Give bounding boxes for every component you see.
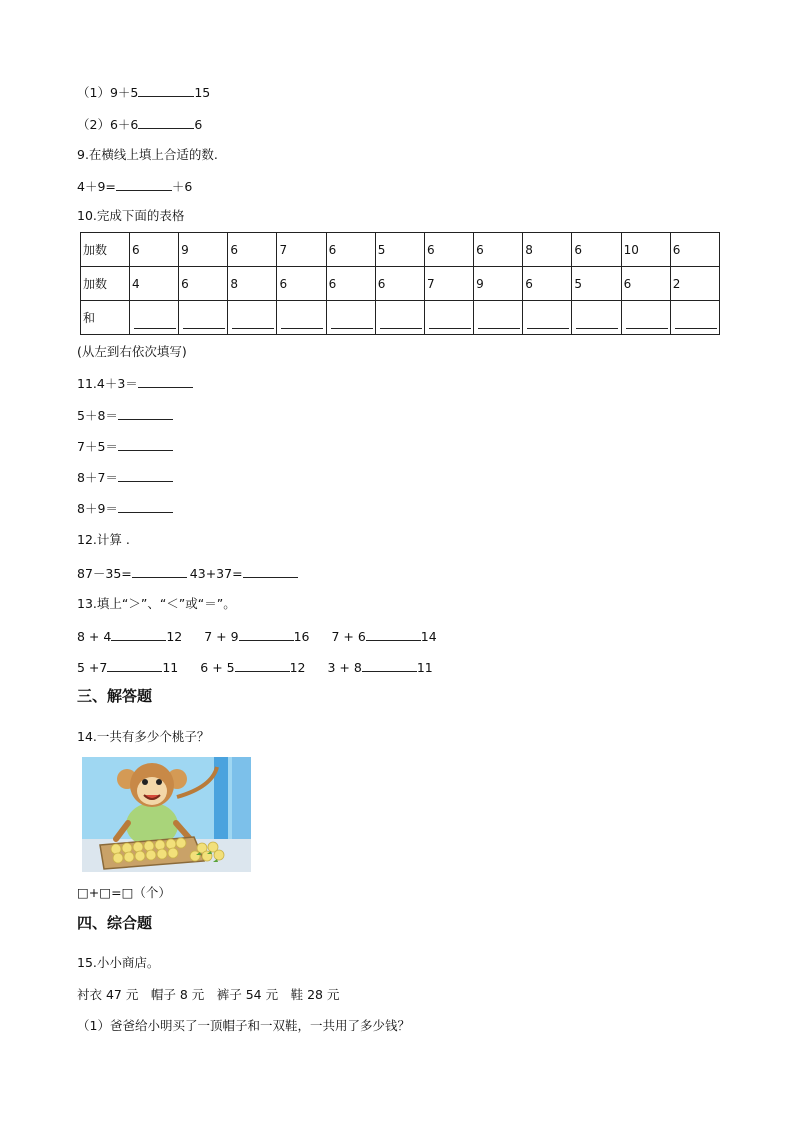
table-cell: 9 bbox=[474, 267, 523, 301]
q8-part1 bbox=[77, 84, 210, 101]
sum-cell[interactable] bbox=[670, 301, 719, 335]
sum-cell[interactable] bbox=[179, 301, 228, 335]
compare-left: 5 +7 bbox=[77, 660, 108, 675]
q8-part2 bbox=[77, 116, 202, 133]
table-cell: 7 bbox=[277, 233, 326, 267]
q13-title: 13.填上“＞”、“＜”或“＝”。 bbox=[77, 596, 236, 611]
row-label: 加数 bbox=[81, 267, 130, 301]
table-cell: 5 bbox=[375, 233, 424, 267]
compare-blank[interactable] bbox=[111, 628, 166, 641]
answer-blank[interactable] bbox=[478, 314, 520, 329]
q11-expr: 8＋9＝ bbox=[77, 501, 118, 516]
answer-blank[interactable] bbox=[380, 314, 422, 329]
sum-cell[interactable] bbox=[375, 301, 424, 335]
q11-blank[interactable] bbox=[138, 375, 193, 388]
q11-blank[interactable] bbox=[118, 469, 173, 482]
q10-note: (从左到右依次填写) bbox=[77, 344, 187, 359]
table-cell: 6 bbox=[572, 233, 621, 267]
section-4-heading: 四、综合题 bbox=[77, 914, 153, 932]
q12-expr-a: 87－35= bbox=[77, 566, 132, 581]
q13-row2 bbox=[77, 659, 433, 676]
q14-answer-format: □+□=□（个） bbox=[77, 885, 171, 900]
answer-blank[interactable] bbox=[134, 314, 176, 329]
q11-item bbox=[77, 407, 173, 424]
addition-table bbox=[80, 232, 720, 335]
table-cell: 2 bbox=[670, 267, 719, 301]
q11-expr: 7＋5＝ bbox=[77, 439, 118, 454]
sum-cell[interactable] bbox=[326, 301, 375, 335]
q11-blank[interactable] bbox=[118, 500, 173, 513]
table-cell: 6 bbox=[179, 267, 228, 301]
answer-blank[interactable] bbox=[576, 314, 618, 329]
compare-blank[interactable] bbox=[239, 628, 294, 641]
q11-item bbox=[77, 438, 173, 455]
q15-prices: 衬衣 47 元 帽子 8 元 裤子 54 元 鞋 28 元 bbox=[77, 987, 340, 1002]
compare-left: 6 + 5 bbox=[200, 660, 235, 675]
q11-item bbox=[77, 469, 173, 486]
answer-blank[interactable] bbox=[626, 314, 668, 329]
q9-blank[interactable] bbox=[116, 178, 172, 191]
q12-blank-a[interactable] bbox=[132, 565, 187, 578]
q15-title: 15.小小商店。 bbox=[77, 955, 160, 970]
table-cell: 6 bbox=[228, 233, 277, 267]
table-cell: 6 bbox=[621, 267, 670, 301]
q12-expr-b: 43+37= bbox=[189, 566, 243, 581]
table-cell: 6 bbox=[326, 233, 375, 267]
q12-row bbox=[77, 565, 298, 582]
compare-left: 3 + 8 bbox=[327, 660, 362, 675]
q13-row1 bbox=[77, 628, 437, 645]
compare-left: 7 + 9 bbox=[204, 629, 239, 644]
sum-cell[interactable] bbox=[474, 301, 523, 335]
table-cell: 6 bbox=[670, 233, 719, 267]
table-row-sum bbox=[81, 301, 720, 335]
answer-blank[interactable] bbox=[281, 314, 323, 329]
table-cell: 6 bbox=[474, 233, 523, 267]
q8-part1-left: （1）9＋5 bbox=[77, 85, 139, 100]
q12-blank-b[interactable] bbox=[243, 565, 298, 578]
compare-blank[interactable] bbox=[362, 659, 417, 672]
q11-item bbox=[77, 500, 173, 517]
q9-equation bbox=[77, 178, 192, 195]
table-cell: 10 bbox=[621, 233, 670, 267]
sum-cell[interactable] bbox=[228, 301, 277, 335]
q8-part1-blank[interactable] bbox=[138, 84, 194, 97]
q11-item bbox=[77, 375, 193, 392]
q11-expr: 5＋8＝ bbox=[77, 408, 118, 423]
compare-right: 11 bbox=[162, 660, 179, 675]
q11-blank[interactable] bbox=[118, 438, 173, 451]
compare-right: 14 bbox=[420, 629, 437, 644]
section-3-heading: 三、解答题 bbox=[77, 687, 153, 705]
compare-blank[interactable] bbox=[366, 628, 421, 641]
answer-blank[interactable] bbox=[429, 314, 471, 329]
q8-part1-right: 15 bbox=[194, 85, 211, 100]
compare-right: 12 bbox=[289, 660, 306, 675]
answer-blank[interactable] bbox=[183, 314, 225, 329]
table-cell: 8 bbox=[228, 267, 277, 301]
q14-title: 14.一共有多少个桃子？ bbox=[77, 729, 210, 744]
sum-cell[interactable] bbox=[130, 301, 179, 335]
table-cell: 6 bbox=[326, 267, 375, 301]
q8-part2-left: （2）6＋6 bbox=[77, 117, 139, 132]
q11-expr: 8＋7＝ bbox=[77, 470, 118, 485]
table-cell: 4 bbox=[130, 267, 179, 301]
sum-cell[interactable] bbox=[277, 301, 326, 335]
q9-title: 9.在横线上填上合适的数. bbox=[77, 147, 218, 162]
q9-right: ＋6 bbox=[171, 179, 193, 194]
table-row-addend1 bbox=[81, 233, 720, 267]
q12-title: 12.计算 . bbox=[77, 532, 130, 547]
table-row-addend2 bbox=[81, 267, 720, 301]
q11-expr: 11.4＋3＝ bbox=[77, 376, 138, 391]
sum-cell[interactable] bbox=[523, 301, 572, 335]
sum-cell[interactable] bbox=[424, 301, 473, 335]
q11-blank[interactable] bbox=[118, 407, 173, 420]
q8-part2-right: 6 bbox=[194, 117, 203, 132]
compare-right: 12 bbox=[166, 629, 183, 644]
table-cell: 6 bbox=[277, 267, 326, 301]
q15-sub1: （1）爸爸给小明买了一顶帽子和一双鞋，一共用了多少钱？ bbox=[77, 1018, 410, 1033]
q10-title: 10.完成下面的表格 bbox=[77, 208, 185, 223]
answer-blank[interactable] bbox=[331, 314, 373, 329]
answer-blank[interactable] bbox=[675, 314, 717, 329]
row-label: 加数 bbox=[81, 233, 130, 267]
q9-left: 4＋9= bbox=[77, 179, 116, 194]
compare-left: 8 + 4 bbox=[77, 629, 112, 644]
compare-right: 16 bbox=[293, 629, 310, 644]
answer-blank[interactable] bbox=[527, 314, 569, 329]
row-label: 和 bbox=[81, 301, 130, 335]
table-cell: 7 bbox=[424, 267, 473, 301]
table-cell: 8 bbox=[523, 233, 572, 267]
table-cell: 6 bbox=[130, 233, 179, 267]
compare-left: 7 + 6 bbox=[331, 629, 366, 644]
compare-right: 11 bbox=[416, 660, 433, 675]
table-cell: 6 bbox=[523, 267, 572, 301]
compare-blank[interactable] bbox=[235, 659, 290, 672]
table-cell: 5 bbox=[572, 267, 621, 301]
sum-cell[interactable] bbox=[621, 301, 670, 335]
table-cell: 6 bbox=[424, 233, 473, 267]
monkey-peaches-illustration bbox=[82, 757, 251, 872]
answer-blank[interactable] bbox=[232, 314, 274, 329]
q8-part2-blank[interactable] bbox=[138, 116, 194, 129]
table-cell: 6 bbox=[375, 267, 424, 301]
sum-cell[interactable] bbox=[572, 301, 621, 335]
table-cell: 9 bbox=[179, 233, 228, 267]
compare-blank[interactable] bbox=[107, 659, 162, 672]
